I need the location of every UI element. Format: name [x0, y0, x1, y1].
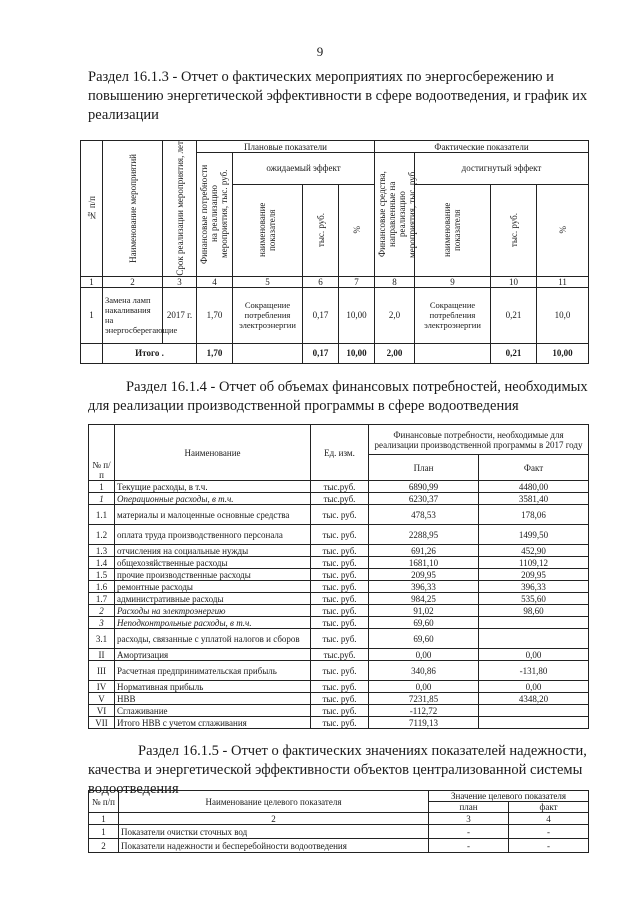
table-row: [89, 581, 589, 593]
cell-unit: тыс.руб.: [311, 481, 369, 493]
table-row: [89, 661, 589, 681]
fact-effect-header: достигнутый эффект: [415, 153, 589, 185]
section-2-title: Раздел 16.1.4 - Отчет об объемах финансовых потребностей, необходимых для реализации производственной программы в сфере водоотведения: [88, 379, 588, 414]
cell-plan: 691,26: [369, 545, 479, 557]
cell-num: 2: [89, 605, 115, 617]
cell-num: 3.1: [89, 629, 115, 649]
table-row: [89, 557, 589, 569]
cell-fact: 4348,20: [479, 693, 589, 705]
cell-name: Расчетная предпринимательская прибыль: [115, 661, 311, 681]
cell-unit: тыс. руб.: [311, 693, 369, 705]
page-number: 9: [316, 44, 324, 59]
table-row: [89, 617, 589, 629]
cell-unit: тыс.руб.: [311, 493, 369, 505]
cell-fact: 396,33: [479, 581, 589, 593]
cell-num: II: [89, 649, 115, 661]
col-numbers-row: 1 2 3 4: [89, 813, 589, 825]
col-name-header: Наименование целевого показателя: [119, 791, 429, 813]
col-name-header: Наименование мероприятий: [103, 141, 163, 277]
cell-num: V: [89, 693, 115, 705]
cell-name: Сглаживание: [115, 705, 311, 717]
cell-fact: 0,00: [479, 681, 589, 693]
table-row: [89, 569, 589, 581]
cell-num: III: [89, 661, 115, 681]
plan-effect-header: ожидаемый эффект: [233, 153, 375, 185]
cell-num: 1: [89, 493, 115, 505]
col-unit-header: Ед. изм.: [311, 425, 369, 481]
cell-num: IV: [89, 681, 115, 693]
table-row: [89, 649, 589, 661]
col-numbers-row: 1 2 3 4 5 6 7 8 9 10 11: [81, 276, 589, 287]
plan-header: План: [369, 455, 479, 481]
cell-unit: тыс. руб.: [311, 557, 369, 569]
cell-plan: -112,72: [369, 705, 479, 717]
cell-num: 1.4: [89, 557, 115, 569]
cell-name: Амортизация: [115, 649, 311, 661]
plan-rub-header: тыс. руб.: [303, 184, 339, 276]
cell-name: Итого НВВ с учетом сглаживания: [115, 717, 311, 729]
cell-num: VII: [89, 717, 115, 729]
cell-name: общехозяйственные расходы: [115, 557, 311, 569]
table-row: [89, 545, 589, 557]
cell-fact: [479, 629, 589, 649]
plan-header: план: [429, 802, 509, 813]
cell-fact: 452,90: [479, 545, 589, 557]
cell-unit: тыс. руб.: [311, 661, 369, 681]
col-term-header: Срок реализации мероприятия, лет: [163, 141, 197, 277]
cell-name: прочие производственные расходы: [115, 569, 311, 581]
cell-name: оплата труда производственного персонала: [115, 525, 311, 545]
fact-header: Факт: [479, 455, 589, 481]
cell-name: Текущие расходы, в т.ч.: [115, 481, 311, 493]
plan-ind-header: наименование показателя: [233, 184, 303, 276]
fact-fin-header: Финансовые средства, направленные на реализацию мероприятия, тыс. руб.: [375, 153, 415, 277]
table-row: 2 Показатели надежности и бесперебойности водоотведения - -: [89, 839, 589, 853]
cell-num: 1.7: [89, 593, 115, 605]
cell-num: 1.5: [89, 569, 115, 581]
cell-plan: 2288,95: [369, 525, 479, 545]
col-num-header: № п/п: [81, 141, 103, 277]
cell-fact: 209,95: [479, 569, 589, 581]
cell-plan: 0,00: [369, 681, 479, 693]
fact-header: факт: [509, 802, 589, 813]
cell-unit: тыс. руб.: [311, 525, 369, 545]
cell-num: 1.3: [89, 545, 115, 557]
energy-measures-table: [80, 140, 589, 364]
table-row: 1 Замена ламп накаливания на энергосберегающие 2017 г. 1,70 Сокращение потребления электроэнергии 0,17 10,00 2,0 Сокращение потребления электроэнергии 0,21 10,0: [81, 287, 589, 343]
cell-name: расходы, связанные с уплатой налогов и сборов: [115, 629, 311, 649]
cell-fact: 535,60: [479, 593, 589, 605]
table-row: [89, 717, 589, 729]
cell-fact: 98,60: [479, 605, 589, 617]
plan-pct-header: %: [339, 184, 375, 276]
cell-plan: 6890,99: [369, 481, 479, 493]
cell-fact: 1499,50: [479, 525, 589, 545]
cell-unit: тыс. руб.: [311, 581, 369, 593]
cell-unit: тыс. руб.: [311, 681, 369, 693]
cell-unit: тыс. руб.: [311, 717, 369, 729]
cell-plan: 209,95: [369, 569, 479, 581]
table-row: [89, 525, 589, 545]
cell-plan: 478,53: [369, 505, 479, 525]
section-1-title: Раздел 16.1.3 - Отчет о фактических мероприятиях по энергосбережению и повышению энергетической эффективности в сфере водоотведения, и график их реализации: [88, 69, 588, 123]
cell-unit: тыс. руб.: [311, 505, 369, 525]
cell-fact: 1109,12: [479, 557, 589, 569]
cell-fact: 0,00: [479, 649, 589, 661]
table-row: [89, 681, 589, 693]
fact-group-header: Фактические показатели: [375, 141, 589, 153]
cell-unit: тыс.руб.: [311, 649, 369, 661]
section-3-title: Раздел 16.1.5 - Отчет о фактических значениях показателей надежности, качества и энергетической эффективности объектов централизованной системы водоотведения: [88, 743, 587, 797]
col-num-header: № п/п: [89, 425, 115, 481]
fin-needs-header: Финансовые потребности, необходимые для реализации производственной программы в 2017 году: [369, 425, 589, 455]
cell-name: Нормативная прибыль: [115, 681, 311, 693]
cell-plan: 396,33: [369, 581, 479, 593]
table-row: [89, 481, 589, 493]
cell-unit: тыс. руб.: [311, 545, 369, 557]
financial-needs-table: [88, 424, 589, 729]
cell-plan: 6230,37: [369, 493, 479, 505]
cell-name: Операционные расходы, в т.ч.: [115, 493, 311, 505]
cell-unit: тыс. руб.: [311, 617, 369, 629]
cell-name: материалы и малоценные основные средства: [115, 505, 311, 525]
cell-plan: 340,86: [369, 661, 479, 681]
col-num-header: № п/п: [89, 791, 119, 813]
cell-num: 1.1: [89, 505, 115, 525]
cell-plan: 0,00: [369, 649, 479, 661]
cell-fact: 3581,40: [479, 493, 589, 505]
cell-num: 3: [89, 617, 115, 629]
cell-plan: 91,02: [369, 605, 479, 617]
cell-plan: 7119,13: [369, 717, 479, 729]
cell-name: административные расходы: [115, 593, 311, 605]
cell-name: Расходы на электроэнергию: [115, 605, 311, 617]
value-header: Значение целевого показателя: [429, 791, 589, 802]
table-row: [89, 493, 589, 505]
table-row: [89, 605, 589, 617]
cell-name: ремонтные расходы: [115, 581, 311, 593]
cell-plan: 1681,10: [369, 557, 479, 569]
cell-plan: 7231,85: [369, 693, 479, 705]
cell-unit: тыс. руб.: [311, 605, 369, 617]
fact-pct-header: %: [537, 184, 589, 276]
cell-fact: -131,80: [479, 661, 589, 681]
cell-fact: [479, 617, 589, 629]
cell-num: 1.2: [89, 525, 115, 545]
fact-ind-header: наименование показателя: [415, 184, 491, 276]
cell-unit: тыс. руб.: [311, 593, 369, 605]
plan-fin-header: Финансовые потребности на реализацию мероприятия, тыс. руб.: [197, 153, 233, 277]
cell-fact: 178,06: [479, 505, 589, 525]
cell-num: 1: [89, 481, 115, 493]
table-row: [89, 693, 589, 705]
table-row: [89, 593, 589, 605]
table-row: 1 Показатели очистки сточных вод - -: [89, 825, 589, 839]
table-row: [89, 705, 589, 717]
cell-unit: тыс. руб.: [311, 629, 369, 649]
cell-num: VI: [89, 705, 115, 717]
cell-unit: тыс. руб.: [311, 569, 369, 581]
cell-num: 1.6: [89, 581, 115, 593]
cell-fact: 4480,00: [479, 481, 589, 493]
cell-plan: 69,60: [369, 629, 479, 649]
table-row: [89, 629, 589, 649]
cell-name: Неподконтрольные расходы, в т.ч.: [115, 617, 311, 629]
cell-name: НВВ: [115, 693, 311, 705]
cell-name: отчисления на социальные нужды: [115, 545, 311, 557]
plan-group-header: Плановые показатели: [197, 141, 375, 153]
fact-rub-header: тыс. руб.: [491, 184, 537, 276]
cell-plan: 984,25: [369, 593, 479, 605]
cell-fact: [479, 717, 589, 729]
col-name-header: Наименование: [115, 425, 311, 481]
table-row: [89, 505, 589, 525]
cell-fact: [479, 705, 589, 717]
cell-unit: тыс. руб.: [311, 705, 369, 717]
total-row: Итого . 1,70 0,17 10,00 2,00 0,21 10,00: [81, 343, 589, 363]
target-indicators-table: [88, 790, 589, 853]
cell-plan: 69,60: [369, 617, 479, 629]
